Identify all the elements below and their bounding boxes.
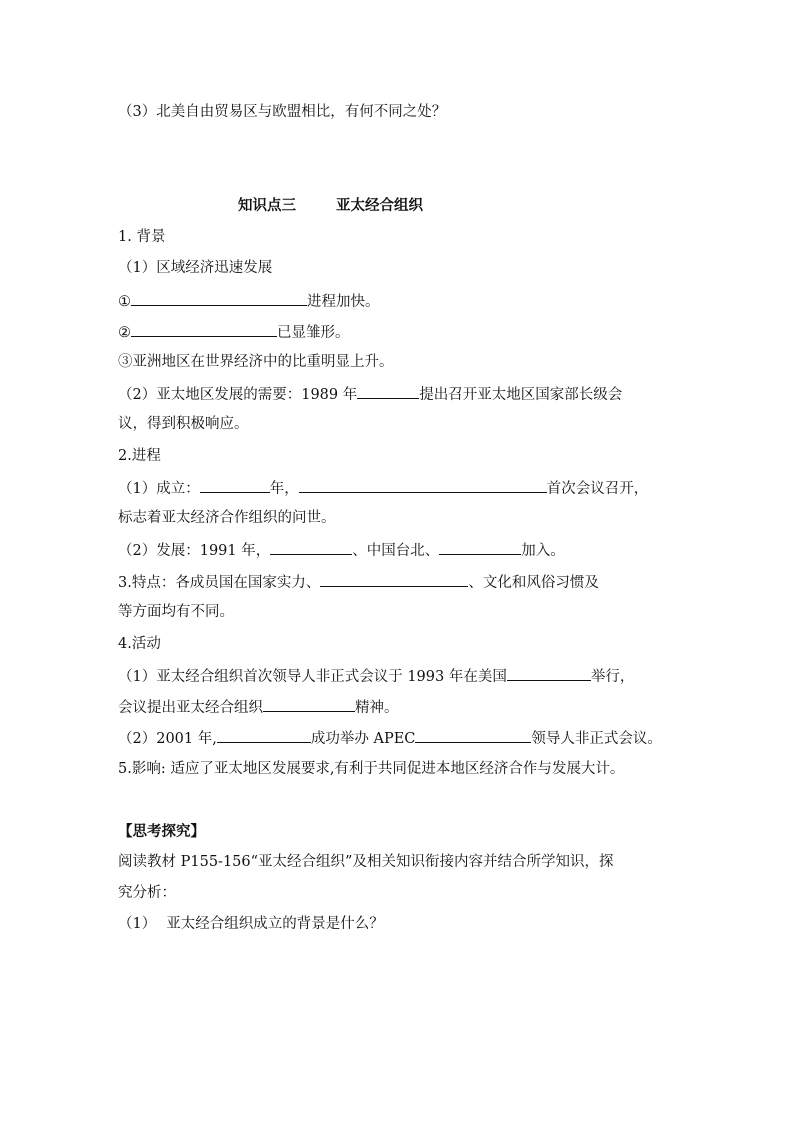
features-cont: 等方面均有不同。 <box>118 604 234 620</box>
blank-4[interactable] <box>200 477 270 493</box>
blank-11[interactable] <box>217 727 311 743</box>
activities-a1: （1）亚太经合组织首次领导人非正式会议于 1993 年在美国 举行， <box>118 665 634 685</box>
background-item-1: ① 进程加快。 <box>118 290 380 310</box>
progress-heading: 2.进程 <box>118 448 161 464</box>
background-item-3: ③亚洲地区在世界经济中的比重明显上升。 <box>118 354 394 370</box>
features-line: 3.特点：各成员国在国家实力、 、文化和风俗习惯及 <box>118 571 599 591</box>
activities-heading: 4.活动 <box>118 636 161 652</box>
background-sub2-cont: 议，得到积极响应。 <box>118 416 249 432</box>
blank-9[interactable] <box>507 665 591 681</box>
blank-6[interactable] <box>270 539 352 555</box>
section-name: 亚太经合组织 <box>336 197 423 214</box>
question-3: （3）北美自由贸易区与欧盟相比，有何不同之处？ <box>118 104 447 120</box>
background-item-2: ② 已显雏形。 <box>118 321 350 341</box>
progress-p2: （2）发展：1991 年， 、中国台北、 加入。 <box>118 539 565 559</box>
activities-a1-cont: 会议提出亚太经合组织 精神。 <box>118 696 399 716</box>
blank-12[interactable] <box>415 727 531 743</box>
section-label: 知识点三 <box>238 197 296 214</box>
think-heading: 【思考探究】 <box>118 823 205 840</box>
progress-p1: （1）成立： 年， 首次会议召开， <box>118 477 648 497</box>
background-sub2: （2）亚太地区发展的需要：1989 年 提出召开亚太地区国家部长级会 <box>118 383 622 403</box>
blank-2[interactable] <box>131 321 277 337</box>
think-intro-cont: 究分析： <box>118 885 176 901</box>
blank-8[interactable] <box>320 571 468 587</box>
background-heading: 1. 背景 <box>118 229 166 245</box>
impact-line: 5.影响: 适应了亚太地区发展要求,有利于共同促进本地区经济合作与发展大计。 <box>118 761 625 777</box>
activities-a2: （2）2001 年, 成功举办 APEC 领导人非正式会议。 <box>118 727 662 747</box>
blank-5[interactable] <box>299 477 547 493</box>
blank-3[interactable] <box>357 383 419 399</box>
blank-10[interactable] <box>263 696 355 712</box>
background-sub1: （1）区域经济迅速发展 <box>118 260 273 276</box>
think-intro: 阅读教材 P155-156“亚太经合组织”及相关知识衔接内容并结合所学知识，探 <box>118 854 614 870</box>
section-title <box>238 196 423 216</box>
blank-7[interactable] <box>439 539 521 555</box>
think-question-1: （1） 亚太经合组织成立的背景是什么？ <box>118 916 384 932</box>
progress-p1-cont: 标志着亚太经济合作组织的问世。 <box>118 510 336 526</box>
blank-1[interactable] <box>131 290 307 306</box>
